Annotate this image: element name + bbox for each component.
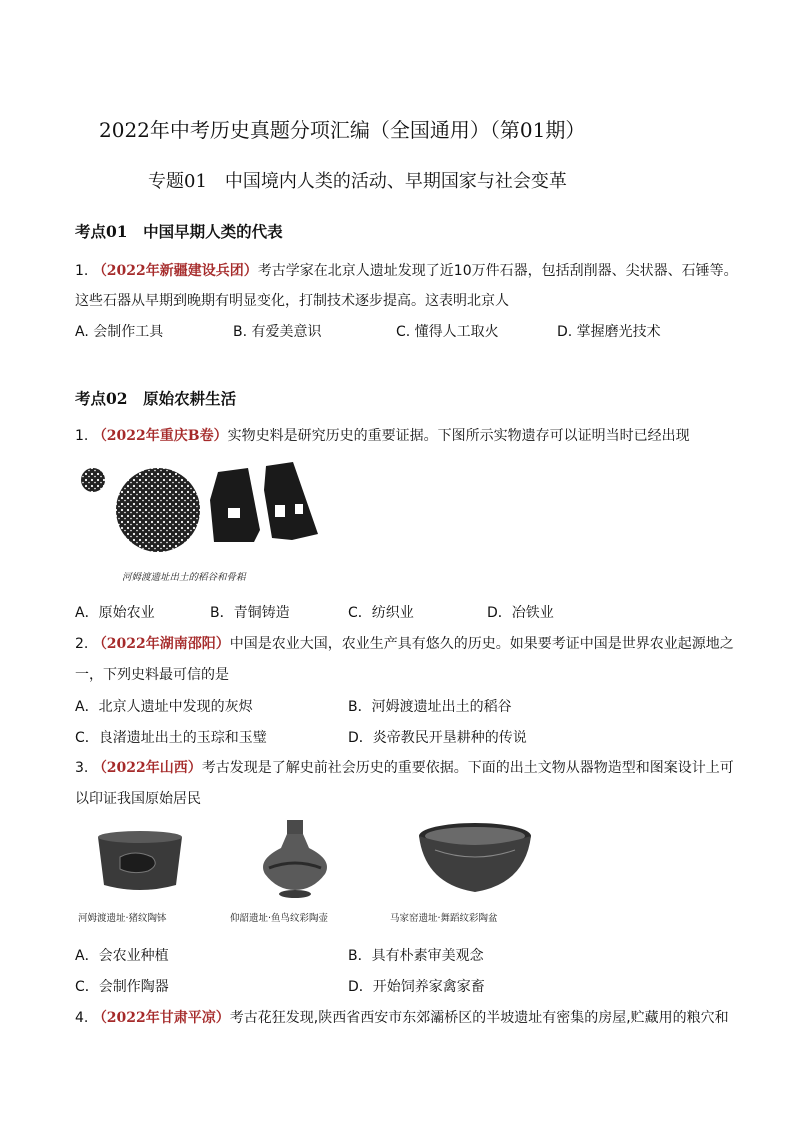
question-number: 1. [75, 263, 89, 279]
option-d[interactable]: D．冶铁业 [487, 605, 554, 621]
fish-bird-pottery-pot-image [255, 818, 335, 910]
question-2-3-line-1 [75, 757, 734, 777]
option-c[interactable]: C．会制作陶器 [75, 979, 169, 995]
document-title: 2022年中考历史真题分项汇编（全国通用）（第01期） [99, 118, 586, 142]
rice-grain-cluster-small [81, 468, 105, 492]
question-source: （2022年甘肃平凉） [92, 1010, 230, 1026]
rice-and-bone-spade-image [78, 460, 328, 585]
question-number: 3. [75, 760, 89, 776]
pottery-caption-2: 仰韶遗址·鱼鸟纹彩陶壶 [230, 913, 329, 924]
image-caption: 河姆渡遗址出土的稻谷和骨耜 [122, 572, 246, 583]
pottery-caption-3: 马家窑遗址·舞蹈纹彩陶盆 [390, 913, 498, 924]
question-2-4-line-1 [75, 1007, 729, 1027]
question-2-2-line-2: 一，下列史料最可信的是 [75, 667, 229, 683]
option-c[interactable]: C. 懂得人工取火 [396, 324, 499, 340]
option-b[interactable]: B．具有朴素审美观念 [348, 948, 484, 964]
question-number: 4. [75, 1010, 89, 1026]
option-a[interactable]: A．原始农业 [75, 605, 155, 621]
option-c[interactable]: C．纺织业 [348, 605, 414, 621]
question-number: 1. [75, 428, 89, 444]
option-c[interactable]: C．良渚遗址出土的玉琮和玉璧 [75, 730, 267, 746]
pig-pattern-pottery-bowl-image [90, 825, 190, 905]
document-subtitle: 专题01 中国境内人类的活动、早期国家与社会变革 [148, 171, 567, 192]
bone-spade-left [210, 468, 260, 542]
option-a[interactable]: A．会农业种植 [75, 948, 169, 964]
pottery-caption-1: 河姆渡遗址·猪纹陶钵 [78, 913, 167, 924]
question-source: （2022年湖南邵阳） [92, 636, 230, 652]
section-heading-2: 考点02 原始农耕生活 [75, 389, 237, 408]
question-source: （2022年山西） [92, 760, 202, 776]
question-stem: 考古发现是了解史前社会历史的重要依据。下面的出土文物从器物造型和图案设计上可 [201, 760, 734, 776]
option-b[interactable]: B. 有爱美意识 [233, 324, 322, 340]
question-2-1-line-1 [75, 425, 690, 445]
option-d[interactable]: D．开始饲养家禽家畜 [348, 979, 485, 995]
question-number: 2. [75, 636, 89, 652]
bone-spade-right [264, 462, 318, 540]
dancing-pattern-pottery-basin-image [415, 820, 535, 905]
section-heading-1: 考点01 中国早期人类的代表 [75, 222, 283, 241]
question-stem: 中国是农业大国，农业生产具有悠久的历史。如果要考证中国是世界农业起源地之 [229, 636, 734, 652]
question-stem: 实物史料是研究历史的重要证据。下图所示实物遗存可以证明当时已经出现 [227, 428, 690, 444]
rice-grain-cluster-large [116, 468, 200, 552]
option-a[interactable]: A．北京人遗址中发现的灰烬 [75, 699, 253, 715]
option-b[interactable]: B．河姆渡遗址出土的稻谷 [348, 699, 512, 715]
option-b[interactable]: B．青铜铸造 [210, 605, 290, 621]
question-2-2-line-1 [75, 633, 734, 653]
question-stem: 考古花狂发现,陕西省西安市东郊灞桥区的半坡遗址有密集的房屋,贮藏用的粮穴和 [229, 1010, 729, 1026]
question-source: （2022年重庆B卷） [92, 428, 228, 444]
option-a[interactable]: A. 会制作工具 [75, 324, 164, 340]
option-d[interactable]: D．炎帝教民开垦耕种的传说 [348, 730, 527, 746]
question-2-3-line-2: 以印证我国原始居民 [75, 791, 201, 807]
question-1-line-2: 这些石器从早期到晚期有明显变化，打制技术逐步提高。这表明北京人 [75, 293, 509, 309]
question-1-line-1 [75, 260, 738, 280]
question-source: （2022年新疆建设兵团） [92, 263, 258, 279]
option-d[interactable]: D. 掌握磨光技术 [557, 324, 661, 340]
question-stem: 考古学家在北京人遗址发现了近10万件石器，包括刮削器、尖状器、石锤等。 [257, 263, 738, 279]
